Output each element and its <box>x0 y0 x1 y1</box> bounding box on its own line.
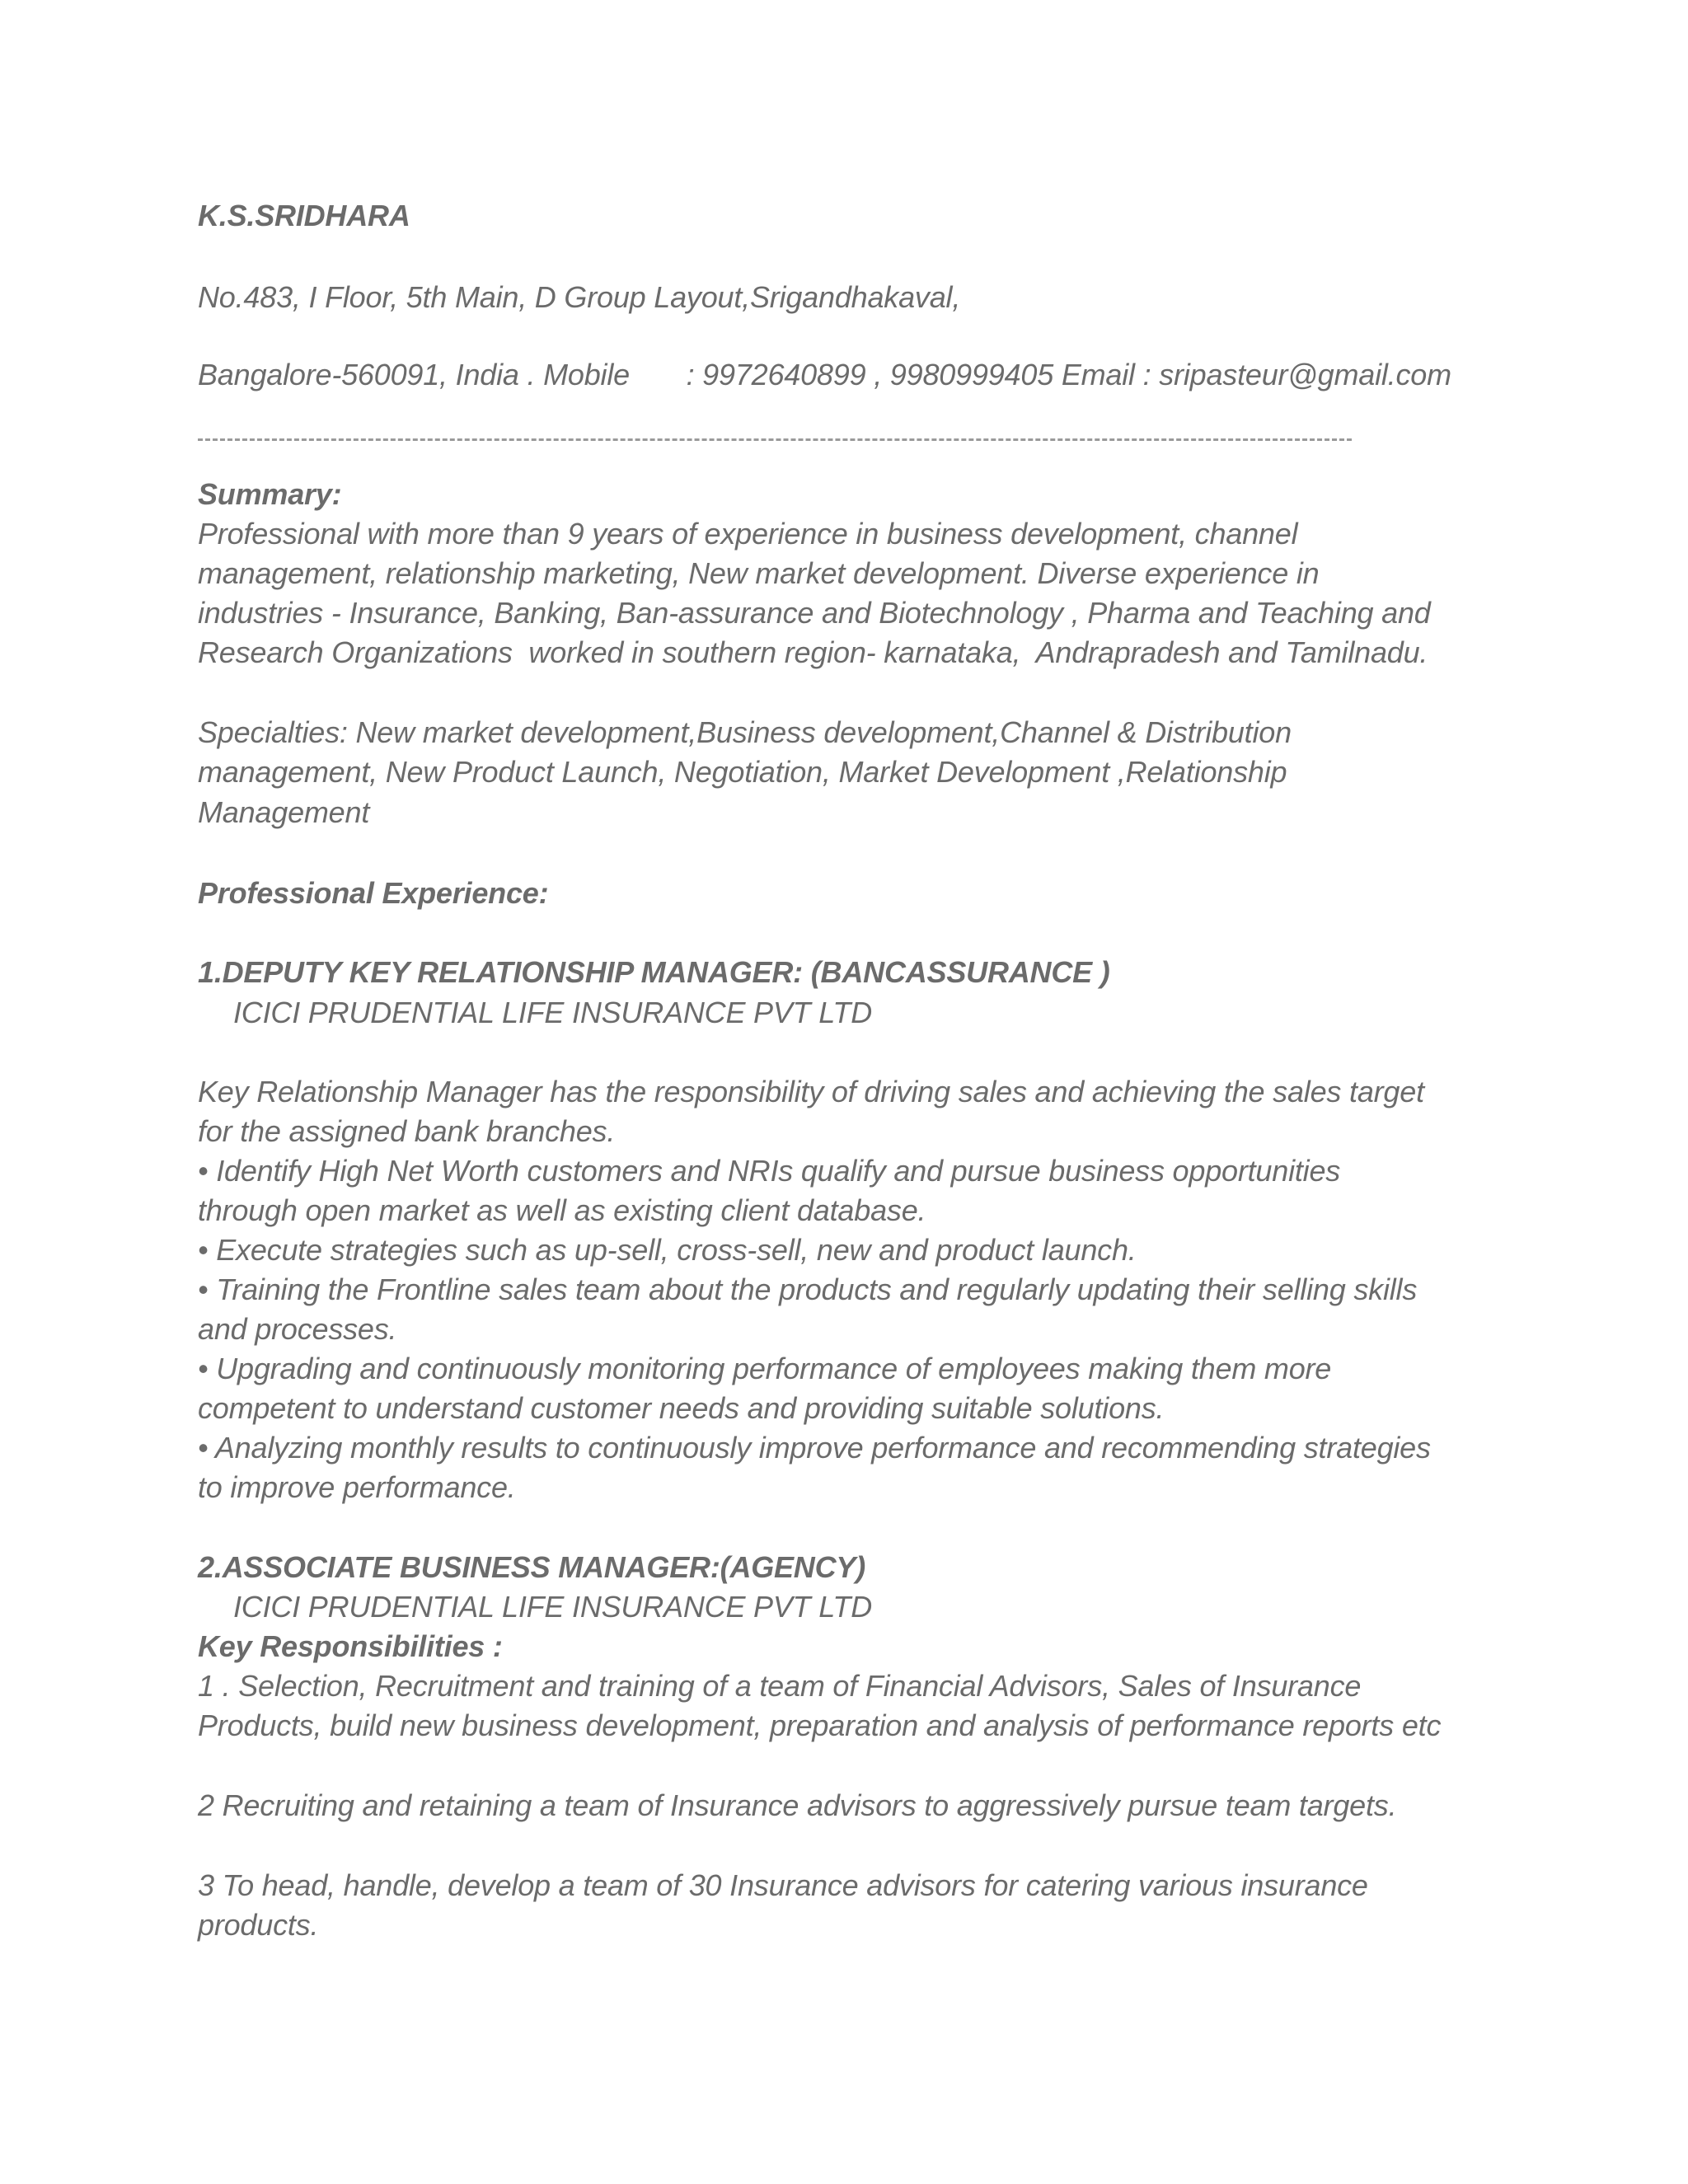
job2-line: 3 To head, handle, develop a team of 30 Insurance advisors for catering various insurance <box>198 1868 1368 1902</box>
job1-line: • Analyzing monthly results to continuously improve performance and recommending strategies <box>198 1431 1431 1465</box>
summary-line: management, relationship marketing, New market development. Diverse experience in <box>198 556 1320 590</box>
key-responsibilities-heading: Key Responsibilities : <box>198 1629 503 1663</box>
job1-company: ICICI PRUDENTIAL LIFE INSURANCE PVT LTD <box>233 996 873 1029</box>
summary-line: Research Organizations worked in southern region- karnataka, Andrapradesh and Tamilnadu. <box>198 635 1428 669</box>
contact-line: Bangalore-560091, India . Mobile : 9972640899 , 9980999405 Email : sripasteur@gmail.com <box>198 358 1451 391</box>
summary-line: industries - Insurance, Banking, Ban-assurance and Biotechnology , Pharma and Teaching and <box>198 596 1431 630</box>
job1-line: for the assigned bank branches. <box>198 1114 616 1148</box>
job1-line: and processes. <box>198 1312 397 1346</box>
job2-line: 2 Recruiting and retaining a team of Insurance advisors to aggressively pursue team targets. <box>198 1788 1397 1822</box>
job1-title: 1.DEPUTY KEY RELATIONSHIP MANAGER: (BANCASSURANCE ) <box>198 955 1110 989</box>
specialties-line: Specialties: New market development,Business development,Channel & Distribution <box>198 715 1292 749</box>
candidate-name: K.S.SRIDHARA <box>198 199 410 232</box>
job1-line: competent to understand customer needs and providing suitable solutions. <box>198 1391 1165 1425</box>
summary-heading: Summary: <box>198 477 342 511</box>
job2-line: products. <box>198 1908 319 1942</box>
address-line: No.483, I Floor, 5th Main, D Group Layout,Srigandhakaval, <box>198 280 961 314</box>
job1-line: • Execute strategies such as up-sell, cross-sell, new and product launch. <box>198 1233 1137 1267</box>
job1-line: Key Relationship Manager has the responsibility of driving sales and achieving the sales target <box>198 1075 1424 1108</box>
specialties-line: management, New Product Launch, Negotiation, Market Development ,Relationship <box>198 755 1287 789</box>
job2-title: 2.ASSOCIATE BUSINESS MANAGER:(AGENCY) <box>198 1550 866 1584</box>
summary-line: Professional with more than 9 years of experience in business development, channel <box>198 517 1298 551</box>
job1-line: • Upgrading and continuously monitoring performance of employees making them more <box>198 1352 1332 1385</box>
job2-line: Products, build new business development, preparation and analysis of performance reports etc <box>198 1708 1442 1742</box>
job1-line: • Training the Frontline sales team about the products and regularly updating their selling skills <box>198 1272 1418 1306</box>
job1-line: • Identify High Net Worth customers and NRIs qualify and pursue business opportunities <box>198 1154 1341 1188</box>
job1-line: to improve performance. <box>198 1470 516 1504</box>
specialties-line: Management <box>198 795 370 829</box>
job2-company: ICICI PRUDENTIAL LIFE INSURANCE PVT LTD <box>233 1590 873 1624</box>
section-divider <box>198 438 1352 441</box>
experience-heading: Professional Experience: <box>198 876 549 910</box>
job2-line: 1 . Selection, Recruitment and training of a team of Financial Advisors, Sales of Insurance <box>198 1669 1362 1703</box>
job1-line: through open market as well as existing client database. <box>198 1193 926 1227</box>
